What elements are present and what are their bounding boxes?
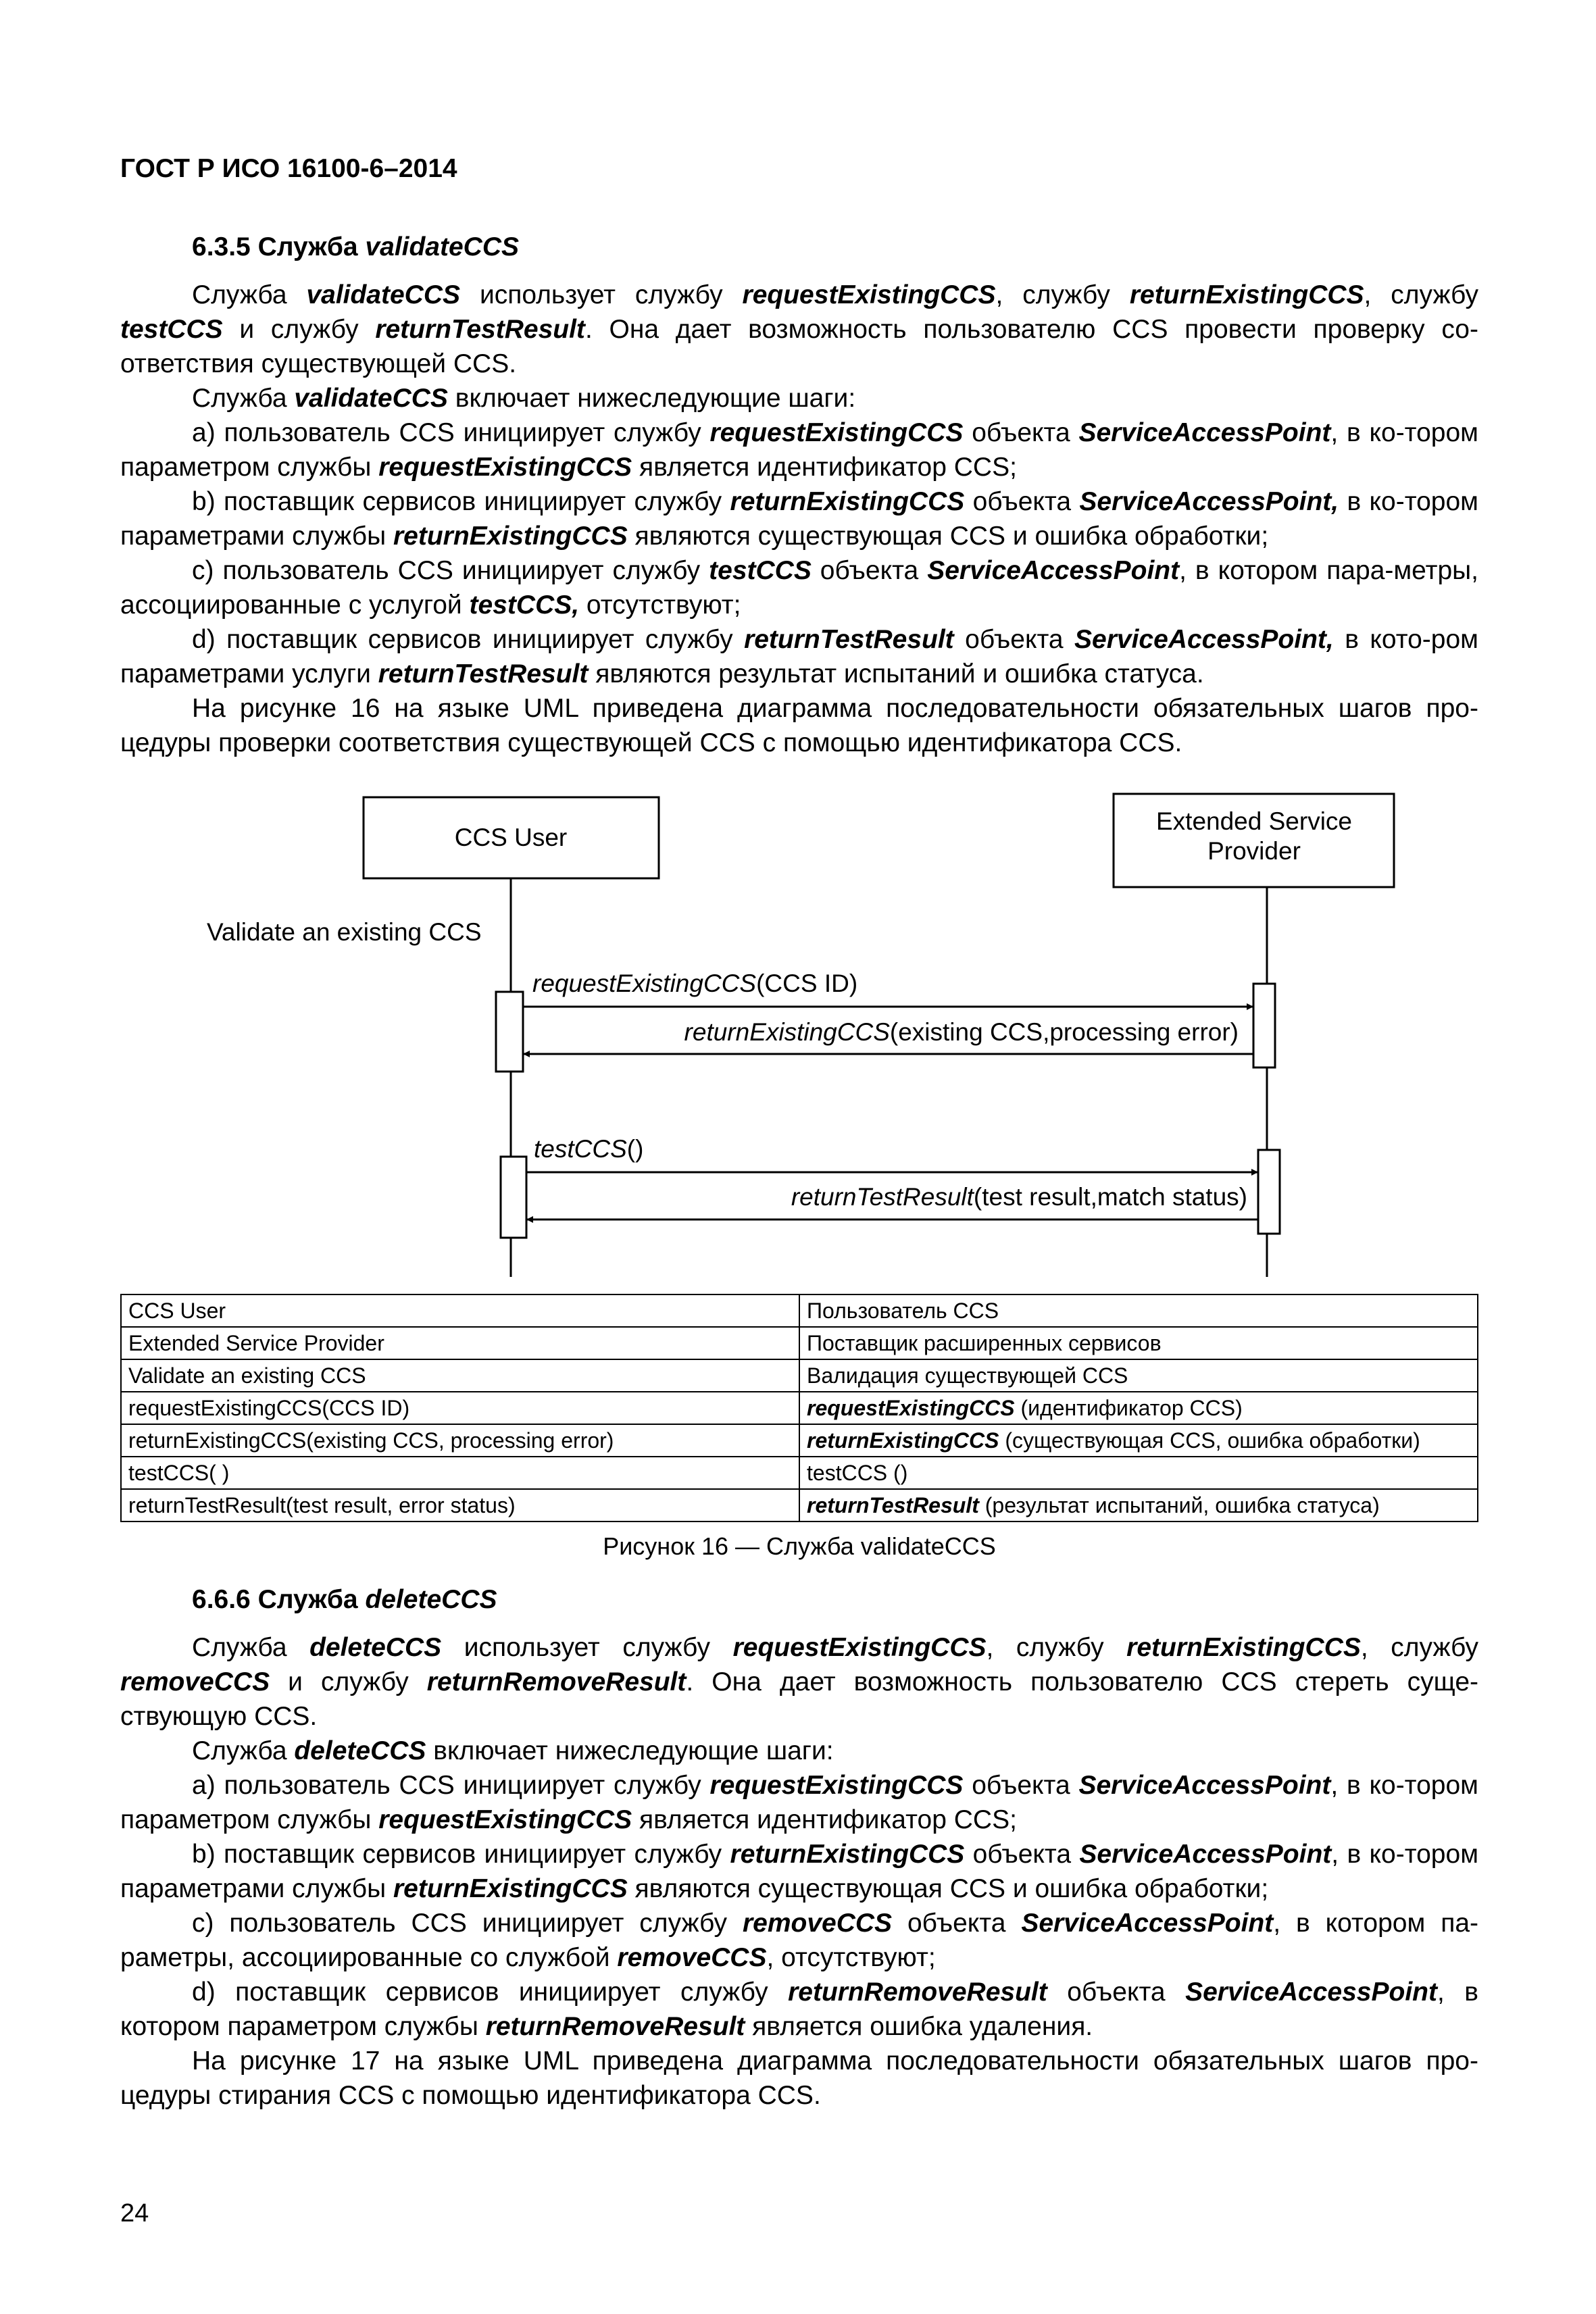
- step-a-paragraph: a) пользователь CCS инициирует службу requestExistingCCS объекта ServiceAccessPoint, в ко-тором параметром службы requestExistingCCS является идентификатор CCS;: [120, 1771, 1478, 1834]
- steps-intro-paragraph: Служба validateCCS включает нижеследующие шаги:: [192, 384, 856, 413]
- intro-paragraph: Служба deleteCCS использует службу requestExistingCCS, службу returnExistingCCS, службу removeCCS и службу returnRemoveResult. Она дает возможность пользователю CCS стереть суще-ствующую CCS.: [120, 1633, 1479, 1731]
- actor-provider-label-line1: Extended Service: [1155, 807, 1353, 835]
- sequence-diagram: [120, 784, 1478, 1284]
- steps-intro-paragraph: Служба deleteCCS включает нижеследующие шаги:: [192, 1736, 834, 1765]
- activation-user-1: [496, 992, 523, 1072]
- figure-reference-paragraph: На рисунке 16 на языке UML приведена диаграмма последовательности обязательных шагов про-цедуры проверки соответствия существующей CCS с помощью идентификатора CCS.: [120, 694, 1478, 757]
- section-deleteccs: [120, 1582, 1478, 2113]
- table-row: CCS User Пользователь CCS: [121, 1294, 1478, 1327]
- table-row: testCCS( ) testCCS (): [121, 1457, 1478, 1489]
- standard-header: ГОСТ Р ИСО 16100-6–2014: [120, 154, 457, 183]
- page-number: 24: [120, 2199, 149, 2228]
- step-b-paragraph: b) поставщик сервисов инициирует службу returnExistingCCS объекта ServiceAccessPoint, в ко-тором параметрами службы returnExistingCCS являются существующая CCS и ошибка обработки;: [120, 1840, 1479, 1903]
- table-row: returnTestResult(test result, error status) returnTestResult (результат испытаний, ошибка статуса): [121, 1489, 1478, 1521]
- message-label-1: requestExistingCCS(CCS ID): [532, 970, 858, 997]
- step-a-paragraph: a) пользователь CCS инициирует службу requestExistingCCS объекта ServiceAccessPoint, в ко-тором параметром службы requestExistingCCS является идентификатор CCS;: [120, 418, 1478, 482]
- step-b-paragraph: b) поставщик сервисов инициирует службу returnExistingCCS объекта ServiceAccessPoint, в ко-тором параметрами службы returnExistingCCS являются существующая CCS и ошибка обработки;: [120, 487, 1478, 551]
- figure-reference-paragraph: На рисунке 17 на языке UML приведена диаграмма последовательности обязательных шагов про-цедуры стирания CCS с помощью идентификатора CCS.: [120, 2046, 1478, 2110]
- step-c-paragraph: c) пользователь CCS инициирует службу removeCCS объекта ServiceAccessPoint, в котором па-раметры, ассоциированные со службой removeCCS, отсутствуют;: [120, 1909, 1479, 1972]
- intro-paragraph: Служба validateCCS использует службу requestExistingCCS, службу returnExistingCCS, службу testCCS и службу returnTestResult. Она дает возможность пользователю CCS провести проверку со-ответствия существующей CCS.: [120, 280, 1478, 378]
- table-row: Validate an existing CCS Валидация существующей CCS: [121, 1359, 1478, 1392]
- section-heading: 6.6.6 Служба deleteCCS: [192, 1585, 497, 1614]
- actor-user-label: CCS User: [454, 824, 568, 851]
- step-c-paragraph: c) пользователь CCS инициирует службу testCCS объекта ServiceAccessPoint, в котором пара-метры, ассоциированные с услугой testCCS, отсутствуют;: [120, 556, 1478, 620]
- step-d-paragraph: d) поставщик сервисов инициирует службу returnRemoveResult объекта ServiceAccessPoint, в котором параметром службы returnRemoveResult является ошибка удаления.: [120, 1978, 1479, 2041]
- figure-caption: Рисунок 16 — Служба validateCCS: [603, 1532, 996, 1560]
- section-heading: 6.3.5 Служба validateCCS: [192, 232, 520, 261]
- table-row: returnExistingCCS(existing CCS, processing error) returnExistingCCS (существующая CCS, ошибка обработки): [121, 1424, 1478, 1457]
- step-d-paragraph: d) поставщик сервисов инициирует службу returnTestResult объекта ServiceAccessPoint, в кото-ром параметрами услуги returnTestResult являются результат испытаний и ошибка статуса.: [120, 625, 1478, 688]
- message-label-3: testCCS(): [534, 1135, 644, 1163]
- activation-provider-1: [1253, 984, 1275, 1067]
- table-row: requestExistingCCS(CCS ID) requestExistingCCS (идентификатор CCS): [121, 1392, 1478, 1424]
- section-validateccs: [120, 230, 1478, 760]
- activation-provider-2: [1258, 1150, 1280, 1234]
- actor-provider-label-line2: Provider: [1207, 837, 1301, 865]
- legend-table: [120, 1294, 1478, 1522]
- activation-user-2: [501, 1157, 526, 1238]
- message-label-2: returnExistingCCS(existing CCS,processing error): [684, 1018, 1239, 1046]
- message-label-4: returnTestResult(test result,match status): [791, 1183, 1247, 1211]
- scenario-label: Validate an existing CCS: [207, 918, 482, 946]
- table-row: Extended Service Provider Поставщик расширенных сервисов: [121, 1327, 1478, 1359]
